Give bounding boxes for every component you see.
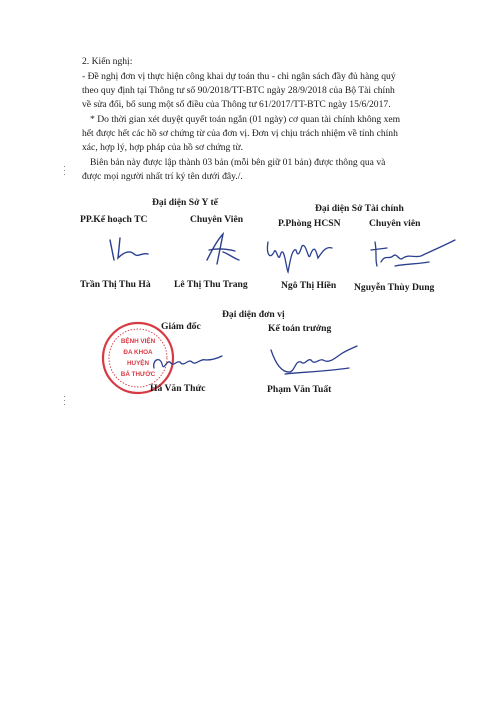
note-line-1: * Do thời gian xét duyệt quyết toán ngắn (01 ngày) cơ quan tài chính không xem — [90, 114, 401, 125]
signature-ngo-thi-hien — [262, 232, 342, 280]
finance-dept-left-name: Ngô Thị Hiền — [281, 280, 337, 291]
unit-left-name: Hà Văn Thức — [150, 383, 206, 394]
note-line-2: hết được hết các hồ sơ chứng từ của đơn vị. Đơn vị chịu trách nhiệm về tính chính — [82, 128, 398, 139]
stamp-line-4: BÁ THƯỚC — [120, 371, 156, 378]
finance-dept-right-title: Chuyên viên — [369, 218, 421, 229]
finance-dept-header: Đại diện Sở Tài chính — [315, 203, 404, 214]
scan-speck — [64, 404, 65, 405]
finance-dept-right-name: Nguyễn Thùy Dung — [354, 282, 435, 293]
finance-dept-left-title: P.Phòng HCSN — [278, 218, 341, 229]
signature-pham-van-tuat — [265, 338, 360, 384]
scan-speck — [64, 174, 65, 175]
signature-tran-thi-thu-ha — [100, 230, 160, 270]
stamp-line-2: ĐA KHOA — [123, 349, 153, 356]
unit-left-title: Giám đốc — [161, 321, 201, 332]
unit-right-name: Phạm Văn Tuất — [267, 384, 332, 395]
signature-ha-van-thuc — [146, 346, 226, 382]
signature-le-thi-thu-trang — [195, 228, 255, 270]
health-dept-left-name: Trần Thị Thu Hà — [80, 279, 151, 290]
health-dept-right-name: Lê Thị Thu Trang — [174, 279, 248, 290]
scan-speck — [64, 170, 65, 171]
scan-speck — [64, 166, 65, 167]
health-dept-header: Đại diện Sở Y tế — [152, 197, 218, 208]
closing-line-1: Biên bản này được lập thành 03 bản (mỗi bên giữ 01 bản) được thông qua và — [90, 157, 386, 168]
closing-line-2: được mọi người nhất trí ký tên dưới đây./. — [82, 171, 243, 182]
recommendation-line-1: - Đề nghị đơn vị thực hiện công khai dự toán thu - chi ngân sách đầy đủ hàng quý — [82, 71, 396, 82]
recommendation-line-3: về sửa đổi, bổ sung một số điều của Thông tư 61/2017/TT-BTC ngày 15/6/2017. — [82, 99, 391, 110]
unit-right-title: Kế toán trưởng — [268, 323, 332, 334]
section-heading: 2. Kiến nghị: — [82, 56, 133, 67]
recommendation-line-2: theo quy định tại Thông tư số 90/2018/TT-BTC ngày 28/9/2018 của Bộ Tài chính — [82, 85, 395, 96]
stamp-line-3: HUYỆN — [126, 360, 150, 367]
signature-nguyen-thuy-dung — [365, 236, 460, 276]
stamp-line-1: BỆNH VIỆN — [120, 338, 156, 345]
scan-speck — [64, 396, 65, 397]
scan-speck — [64, 400, 65, 401]
unit-header: Đại diện đơn vị — [222, 309, 285, 320]
health-dept-left-title: PP.Kế hoạch TC — [80, 214, 148, 225]
health-dept-right-title: Chuyên Viên — [190, 214, 244, 225]
note-line-3: xác, hợp lý, hợp pháp của hồ sơ chứng từ. — [82, 142, 243, 153]
